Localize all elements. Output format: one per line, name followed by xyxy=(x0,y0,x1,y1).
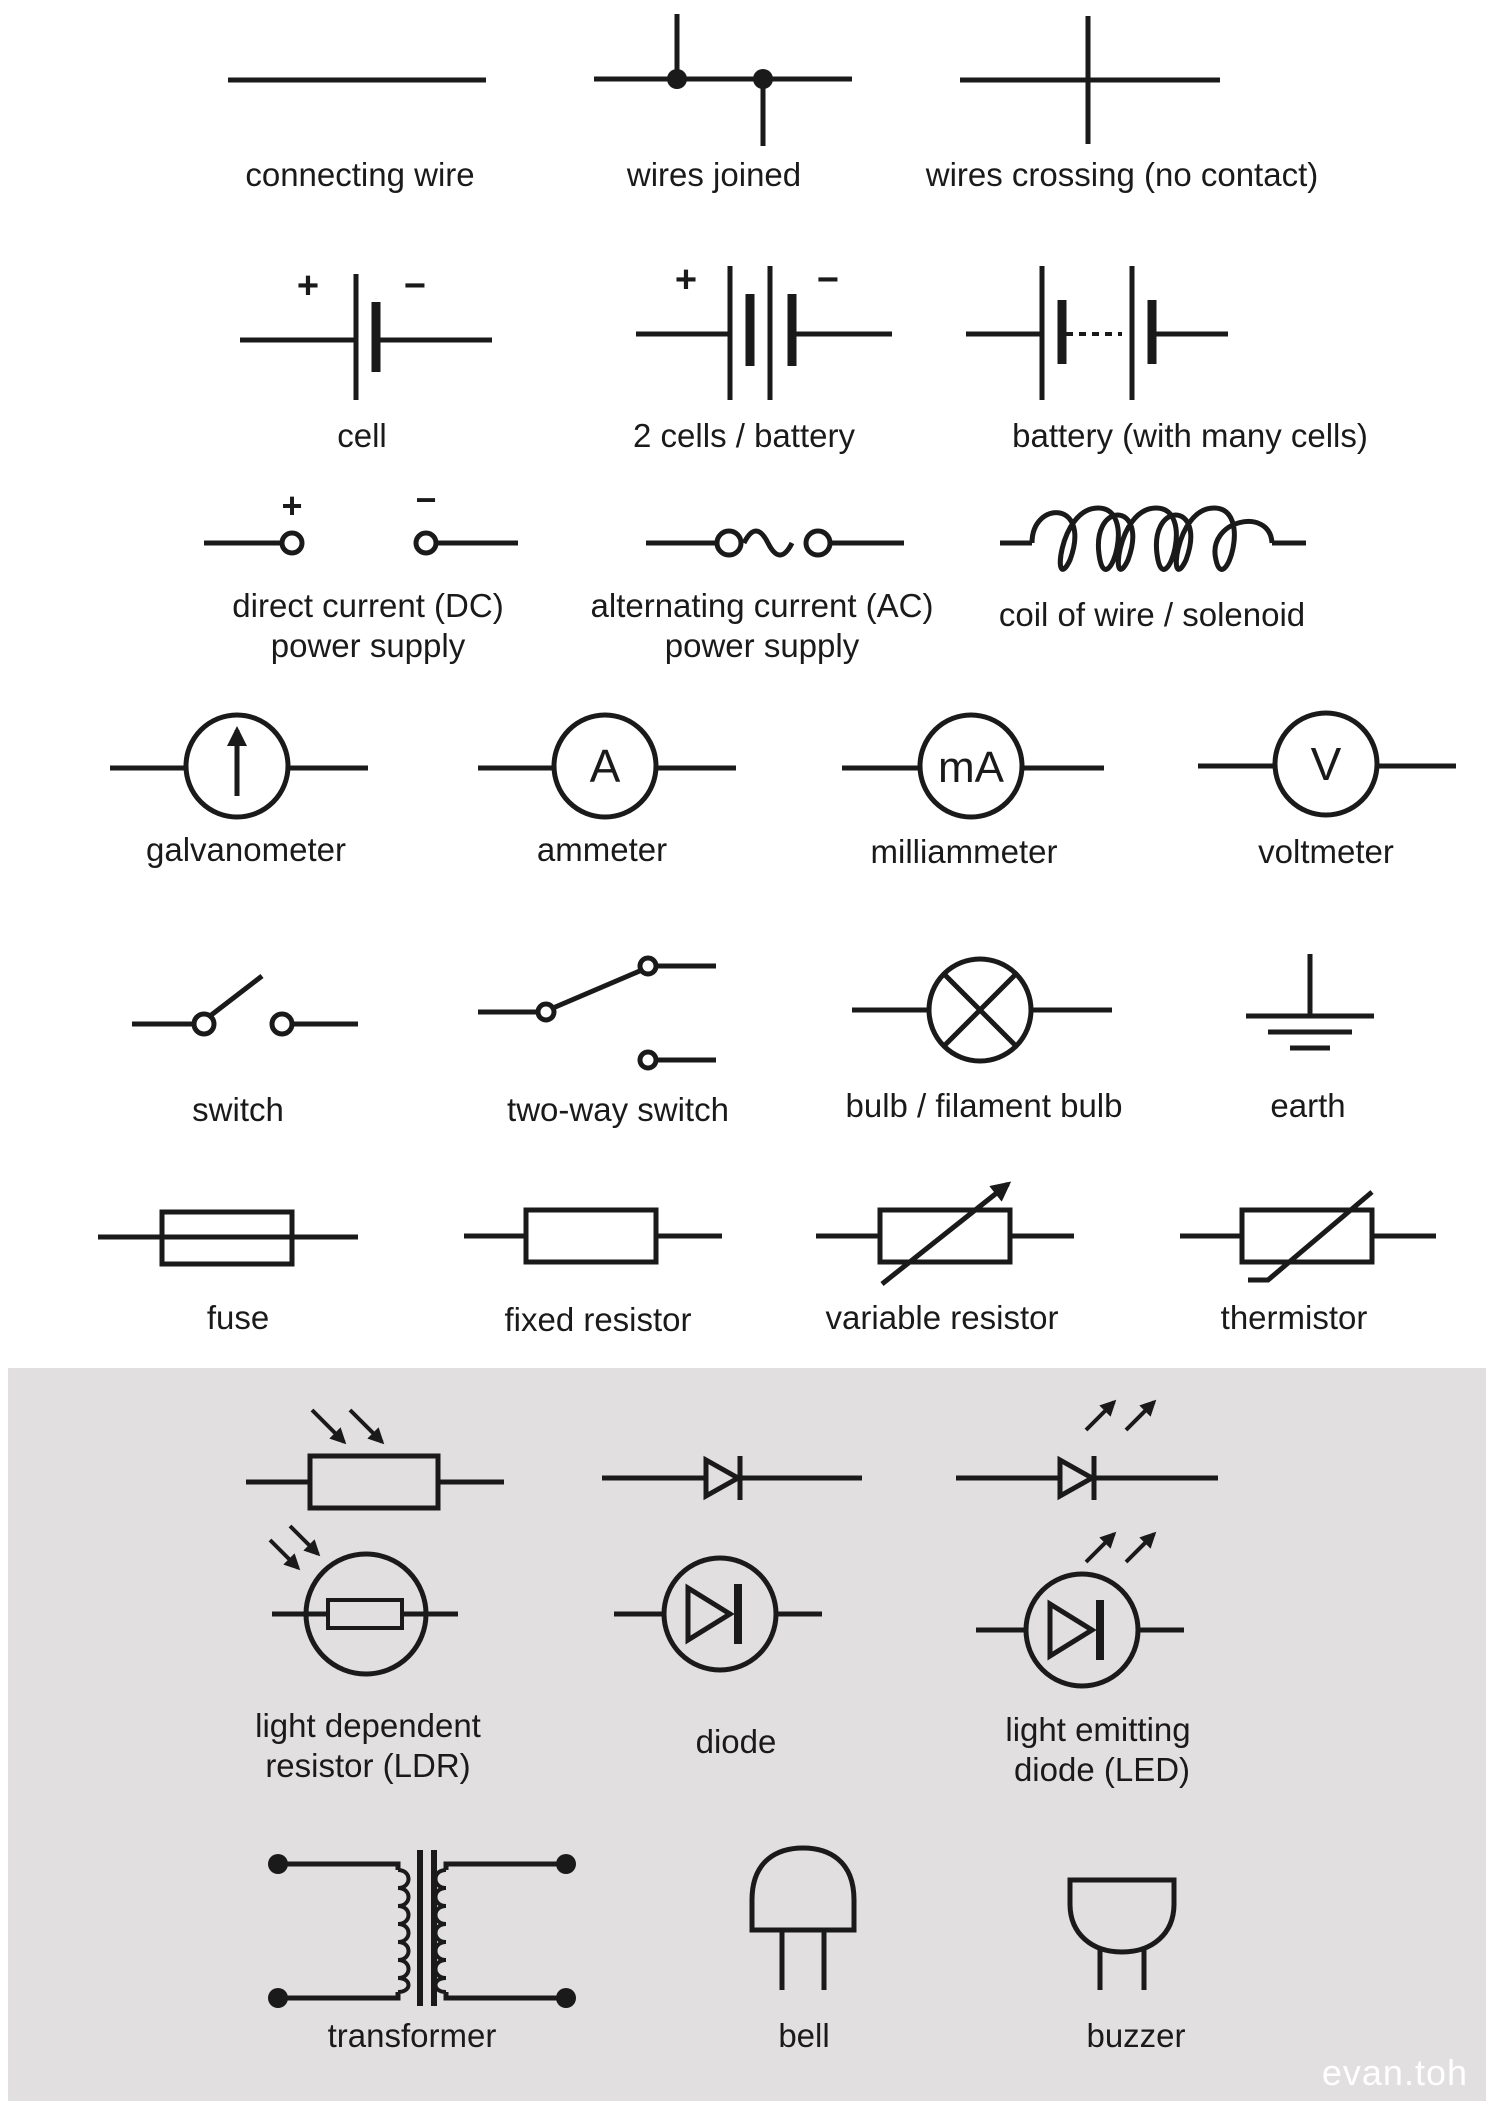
label-thermistor: thermistor xyxy=(1220,1299,1368,1336)
diode-symbol xyxy=(602,1456,862,1500)
wires-joined-symbol xyxy=(594,14,852,146)
solenoid-symbol xyxy=(1000,508,1306,569)
ammeter-symbol xyxy=(478,715,736,817)
label-fuse: fuse xyxy=(206,1299,270,1336)
bell-symbol xyxy=(752,1848,854,1990)
buzzer-symbol xyxy=(1070,1880,1174,1990)
earth-symbol xyxy=(1246,954,1374,1048)
ammeter-letter: A xyxy=(589,740,621,792)
ldr-symbol xyxy=(246,1410,504,1508)
battery-many-cells-symbol xyxy=(966,266,1228,400)
plus-sign: + xyxy=(281,485,303,526)
wires-crossing-symbol xyxy=(960,16,1220,144)
label-two-cells: 2 cells / battery xyxy=(633,417,855,454)
label-diode: diode xyxy=(695,1723,777,1760)
fixed-resistor-symbol xyxy=(464,1210,722,1262)
label-ldr-line1: light dependent xyxy=(255,1707,481,1744)
transformer-symbol xyxy=(268,1850,576,2008)
label-ac-line1: alternating current (AC) xyxy=(590,587,934,624)
voltmeter-symbol xyxy=(1198,713,1456,815)
label-battery-many-cells: battery (with many cells) xyxy=(1012,417,1368,454)
label-coil: coil of wire / solenoid xyxy=(998,596,1306,633)
dc-power-supply-symbol xyxy=(204,479,518,553)
cell-symbol xyxy=(240,265,492,400)
label-bell: bell xyxy=(778,2017,830,2054)
voltmeter-letter: V xyxy=(1310,738,1342,790)
label-ac-line2: power supply xyxy=(664,627,860,664)
minus-sign: − xyxy=(816,259,840,301)
minus-sign: − xyxy=(403,265,427,307)
thermistor-symbol xyxy=(1180,1192,1436,1280)
plus-sign: + xyxy=(296,265,320,307)
label-filament-bulb: bulb / filament bulb xyxy=(845,1087,1123,1124)
diode-circled-symbol xyxy=(614,1558,822,1670)
fuse-symbol xyxy=(98,1212,358,1264)
label-ammeter: ammeter xyxy=(536,831,668,868)
label-milliammeter: milliammeter xyxy=(870,833,1058,870)
label-led-line1: light emitting xyxy=(1005,1711,1191,1748)
ac-power-supply-symbol xyxy=(646,531,904,555)
label-earth: earth xyxy=(1270,1087,1346,1124)
switch-symbol xyxy=(132,976,358,1034)
label-wires-crossing: wires crossing (no contact) xyxy=(925,156,1319,193)
label-dc-line1: direct current (DC) xyxy=(232,587,504,624)
label-galvanometer: galvanometer xyxy=(146,831,346,868)
label-dc-line2: power supply xyxy=(270,627,466,664)
label-fixed-resistor: fixed resistor xyxy=(504,1301,692,1338)
milliammeter-symbol xyxy=(842,715,1104,817)
label-two-way-switch: two-way switch xyxy=(507,1091,729,1128)
minus-sign: − xyxy=(415,479,437,520)
two-way-switch-symbol xyxy=(478,958,716,1068)
ldr-circled-symbol xyxy=(270,1526,458,1674)
label-wires-joined: wires joined xyxy=(626,156,802,193)
label-cell: cell xyxy=(337,417,387,454)
galvanometer-symbol xyxy=(110,715,368,817)
watermark: evan.toh xyxy=(1321,2052,1468,2093)
label-transformer: transformer xyxy=(327,2017,497,2054)
milliammeter-letters: mA xyxy=(938,743,1004,792)
plus-sign: + xyxy=(674,259,698,301)
label-ldr-line2: resistor (LDR) xyxy=(265,1747,471,1784)
label-switch: switch xyxy=(192,1091,284,1128)
led-symbol xyxy=(956,1402,1218,1500)
label-connecting-wire: connecting wire xyxy=(245,156,475,193)
label-led-line2: diode (LED) xyxy=(1013,1751,1191,1788)
label-buzzer: buzzer xyxy=(1086,2017,1186,2054)
filament-bulb-symbol xyxy=(852,959,1112,1061)
label-voltmeter: voltmeter xyxy=(1258,833,1394,870)
led-circled-symbol xyxy=(976,1534,1184,1686)
label-variable-resistor: variable resistor xyxy=(825,1299,1059,1336)
two-cells-symbol xyxy=(636,259,892,400)
variable-resistor-symbol xyxy=(816,1184,1074,1284)
